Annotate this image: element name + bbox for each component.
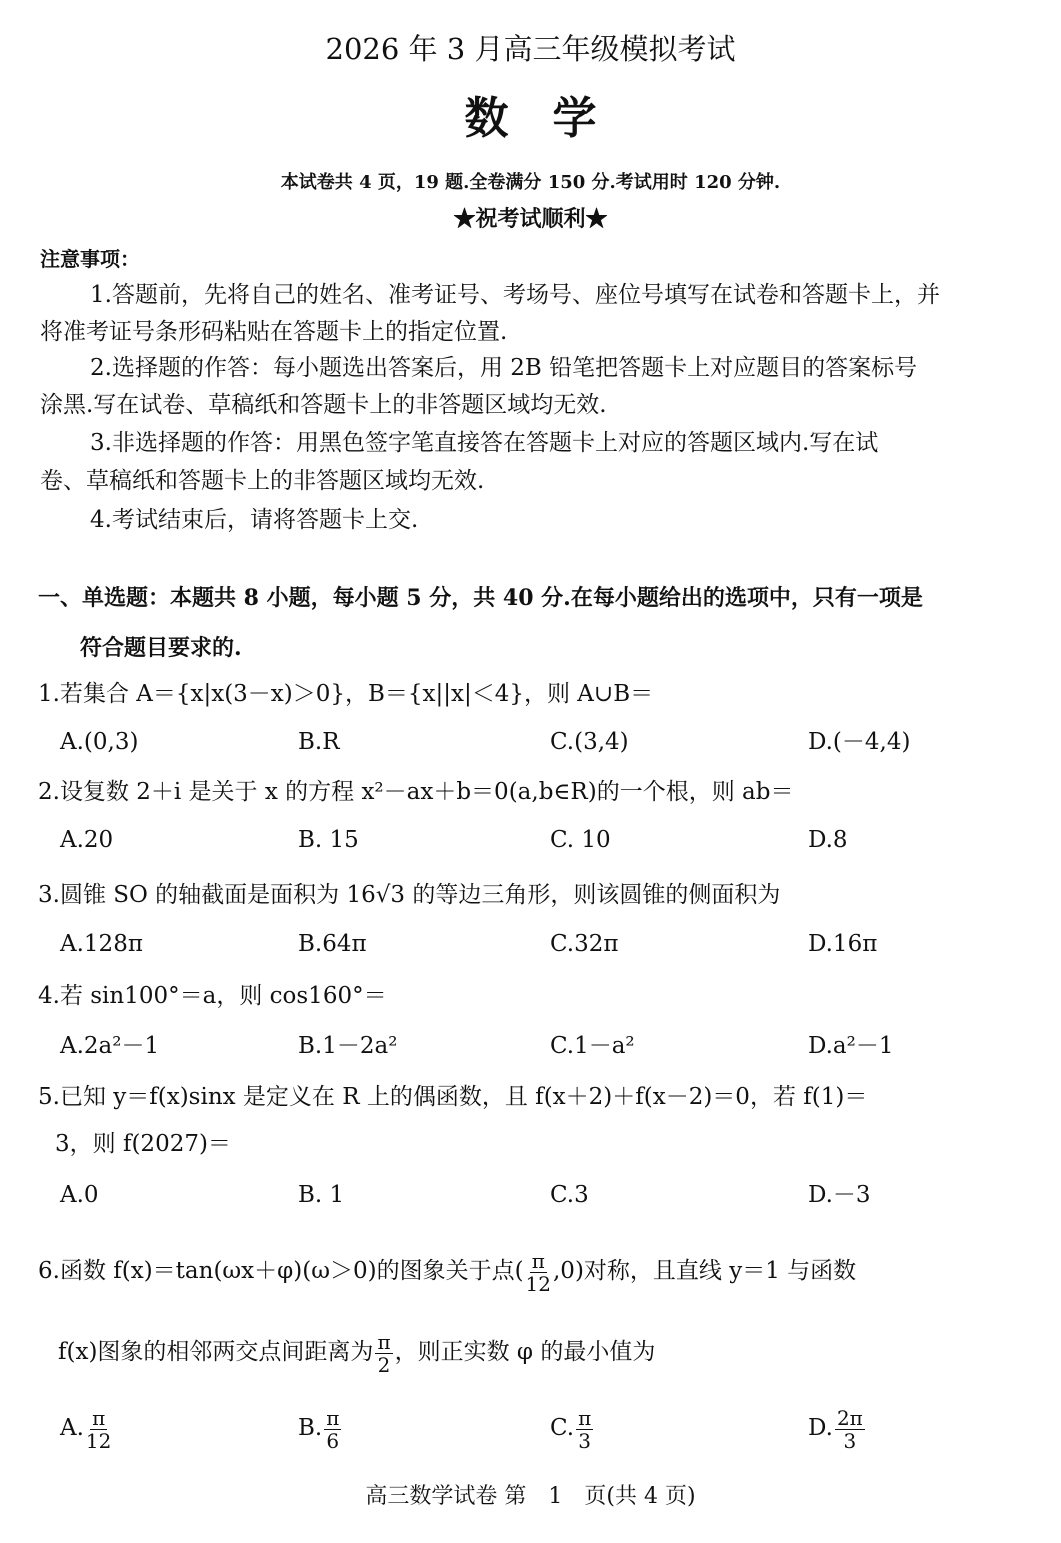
q2-option-b: B. 15 [298, 827, 359, 853]
q3-option-d: D.16π [808, 931, 878, 957]
question-6-stem [38, 1246, 856, 1296]
fraction [86, 1407, 111, 1452]
fraction [835, 1407, 865, 1452]
denominator: 3 [843, 1428, 857, 1453]
q5-option-b: B. 1 [298, 1182, 345, 1208]
denominator: 12 [85, 1428, 112, 1453]
note-line: 涂黑.写在试卷、草稿纸和答题卡上的非答题区域均无效. [40, 392, 607, 418]
question-5-stem: 5.已知 y＝f(x)sinx 是定义在 R 上的偶函数，且 f(x＋2)＋f(x－2)＝0，若 f(1)＝ [38, 1084, 868, 1110]
numerator: π [377, 1329, 391, 1354]
q1-option-d: D.(－4,4) [808, 729, 911, 755]
question-2-stem: 2.设复数 2＋i 是关于 x 的方程 x²－ax＋b＝0(a,b∈R)的一个根，则 ab＝ [38, 779, 794, 805]
q4-option-b: B.1－2a² [298, 1033, 398, 1059]
q5-option-a: A.0 [60, 1182, 99, 1208]
option-label: A. [60, 1415, 84, 1441]
q6-option-c [550, 1405, 595, 1452]
section-heading: 一、单选题：本题共 8 小题，每小题 5 分，共 40 分.在每小题给出的选项中，只有一项是 [38, 585, 923, 611]
question-1-stem: 1.若集合 A＝{x|x(3－x)＞0}，B＝{x||x|＜4}，则 A∪B＝ [38, 681, 654, 707]
q6-text: ,0)对称，且直线 y＝1 与函数 [553, 1258, 857, 1284]
exam-info: 本试卷共 4 页，19 题.全卷满分 150 分.考试用时 120 分钟. [280, 172, 781, 193]
q5-option-d: D.－3 [808, 1182, 871, 1208]
q6-option-b [298, 1405, 343, 1452]
note-line: 将准考证号条形码粘贴在答题卡上的指定位置. [40, 319, 508, 345]
fraction [324, 1407, 341, 1452]
numerator: π [531, 1248, 545, 1273]
numerator: π [578, 1405, 592, 1430]
notes-heading: 注意事项： [40, 247, 140, 271]
note-line: 1.答题前，先将自己的姓名、准考证号、考场号、座位号填写在试卷和答题卡上，并 [90, 282, 940, 308]
q3-option-a: A.128π [60, 931, 143, 957]
q5-option-c: C.3 [550, 1182, 589, 1208]
q6-option-d [808, 1405, 867, 1452]
numerator: π [326, 1405, 340, 1430]
q1-option-c: C.(3,4) [550, 729, 629, 755]
denominator: 12 [525, 1271, 551, 1296]
q6-option-a [60, 1405, 113, 1452]
q2-option-d: D.8 [808, 827, 848, 853]
denominator: 3 [578, 1428, 592, 1453]
question-4-stem: 4.若 sin100°＝a，则 cos160°＝ [38, 983, 387, 1009]
exam-title: 2026 年 3 月高三年级模拟考试 [325, 32, 736, 66]
page-footer: 高三数学试卷 第 1 页(共 4 页) [365, 1484, 696, 1509]
q4-option-d: D.a²－1 [808, 1033, 894, 1059]
fraction [375, 1331, 392, 1376]
q1-option-a: A.(0,3) [60, 729, 139, 755]
question-5-stem-cont: 3，则 f(2027)＝ [55, 1131, 231, 1157]
option-label: D. [808, 1415, 833, 1441]
q2-option-c: C. 10 [550, 827, 611, 853]
option-label: C. [550, 1415, 575, 1441]
q1-option-b: B.R [298, 729, 340, 755]
q6-text: f(x)图象的相邻两交点间距离为 [58, 1339, 374, 1365]
note-line: 2.选择题的作答：每小题选出答案后，用 2B 铅笔把答题卡上对应题目的答案标号 [90, 355, 918, 381]
q2-option-a: A.20 [60, 827, 114, 853]
q4-option-a: A.2a²－1 [60, 1033, 160, 1059]
q6-text: 6.函数 f(x)＝tan(ωx＋φ)(ω＞0)的图象关于点( [38, 1258, 524, 1284]
denominator: 2 [377, 1352, 391, 1377]
good-luck-banner: ★祝考试顺利★ [453, 206, 608, 232]
note-line: 3.非选择题的作答：用黑色签字笔直接答在答题卡上对应的答题区域内.写在试 [90, 430, 879, 456]
question-3-stem: 3.圆锥 SO 的轴截面是面积为 16√3 的等边三角形，则该圆锥的侧面积为 [38, 882, 781, 908]
note-line: 4.考试结束后，请将答题卡上交. [90, 507, 419, 533]
numerator: 2π [836, 1405, 863, 1430]
q4-option-c: C.1－a² [550, 1033, 635, 1059]
section-heading-cont: 符合题目要求的. [80, 635, 242, 661]
fraction [576, 1407, 593, 1452]
denominator: 6 [326, 1428, 340, 1453]
numerator: π [92, 1405, 106, 1430]
option-label: B. [298, 1415, 323, 1441]
question-6-stem-cont [58, 1327, 655, 1377]
q3-option-b: B.64π [298, 931, 367, 957]
fraction [526, 1250, 551, 1295]
q6-text: ，则正实数 φ 的最小值为 [394, 1339, 656, 1365]
q3-option-c: C.32π [550, 931, 619, 957]
note-line: 卷、草稿纸和答题卡上的非答题区域均无效. [40, 468, 485, 494]
subject-title: 数 学 [464, 93, 597, 144]
